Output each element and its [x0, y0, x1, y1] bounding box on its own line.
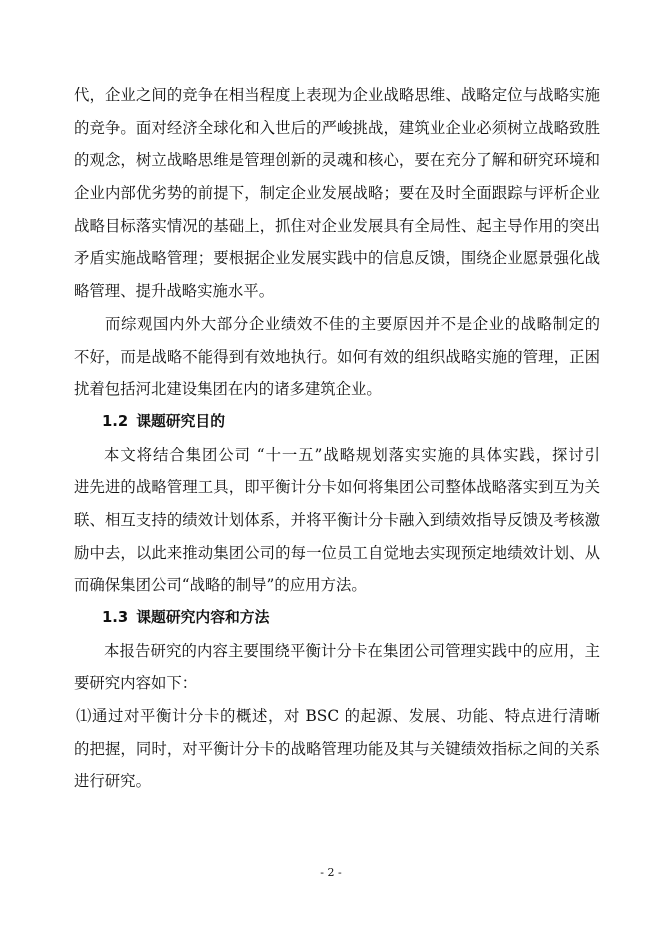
- paragraph-line: 的竞争。面对经济全球化和入世后的严峻挑战，建筑业企业必须树立战略致胜: [74, 118, 600, 137]
- paragraph-line: 企业内部优劣势的前提下，制定企业发展战略；要在及时全面跟踪与评析企业: [74, 184, 600, 203]
- section-heading-1-2: [74, 406, 600, 439]
- paragraph-line: 要研究内容如下：: [74, 674, 198, 693]
- paragraph-line: 矛盾实施战略管理；要根据企业发展实践中的信息反馈，围绕企业愿景强化战: [74, 249, 600, 268]
- paragraph-line: 本文将结合集团公司 “十一五”战略规划落实实施的具体实践，探讨引: [104, 445, 600, 464]
- section-title: 课题研究目的: [136, 412, 226, 430]
- paragraph-line: 本报告研究的内容主要围绕平衡计分卡在集团公司管理实践中的应用，主: [104, 641, 600, 660]
- paragraph-line: 而综观国内外大部分企业绩效不佳的主要原因并不是企业的战略制定的: [105, 314, 600, 333]
- section-title: 课题研究内容和方法: [136, 609, 270, 626]
- paragraph-line: 励中去，以此来推动集团公司的每一位员工自觉地去实现预定地绩效计划、从: [74, 543, 600, 562]
- paragraph-line: 略管理、提升战略实施水平。: [74, 282, 275, 301]
- paragraph-line: 联、相互支持的绩效计划体系，并将平衡计分卡融入到绩效指导反馈及考核激: [74, 510, 600, 529]
- page-number: - 2 -: [320, 866, 342, 879]
- paragraph-line: 扰着包括河北建设集团在内的诸多建筑企业。: [74, 380, 382, 399]
- paragraph-line: 进行研究。: [74, 772, 151, 791]
- paragraph-line: 代，企业之间的竞争在相当程度上表现为企业战略思维、战略定位与战略实施: [74, 86, 600, 104]
- section-number: 1.3: [102, 609, 129, 626]
- paragraph-line: 的观念，树立战略思维是管理创新的灵魂和核心，要在充分了解和研究环境和: [74, 151, 600, 170]
- section-heading-1-3: [74, 602, 600, 635]
- paragraph-line: 不好，而是战略不能得到有效地执行。如何有效的组织战略实施的管理，正困: [74, 347, 600, 366]
- paragraph-line: 的把握，同时，对平衡计分卡的战略管理功能及其与关键绩效指标之间的关系: [74, 739, 600, 758]
- paragraph-line: 而确保集团公司“战略的制导”的应用方法。: [74, 576, 367, 595]
- section-number: 1.2: [102, 412, 129, 430]
- document-body: [74, 79, 600, 798]
- paragraph-line: 战略目标落实情况的基础上，抓住对企业发展具有全局性、起主导作用的突出: [74, 216, 600, 235]
- paragraph-line: ⑴通过对平衡计分卡的概述，对 BSC 的起源、发展、功能、特点进行清晰: [76, 707, 600, 726]
- paragraph-line: 进先进的战略管理工具，即平衡计分卡如何将集团公司整体战略落实到互为关: [74, 478, 600, 497]
